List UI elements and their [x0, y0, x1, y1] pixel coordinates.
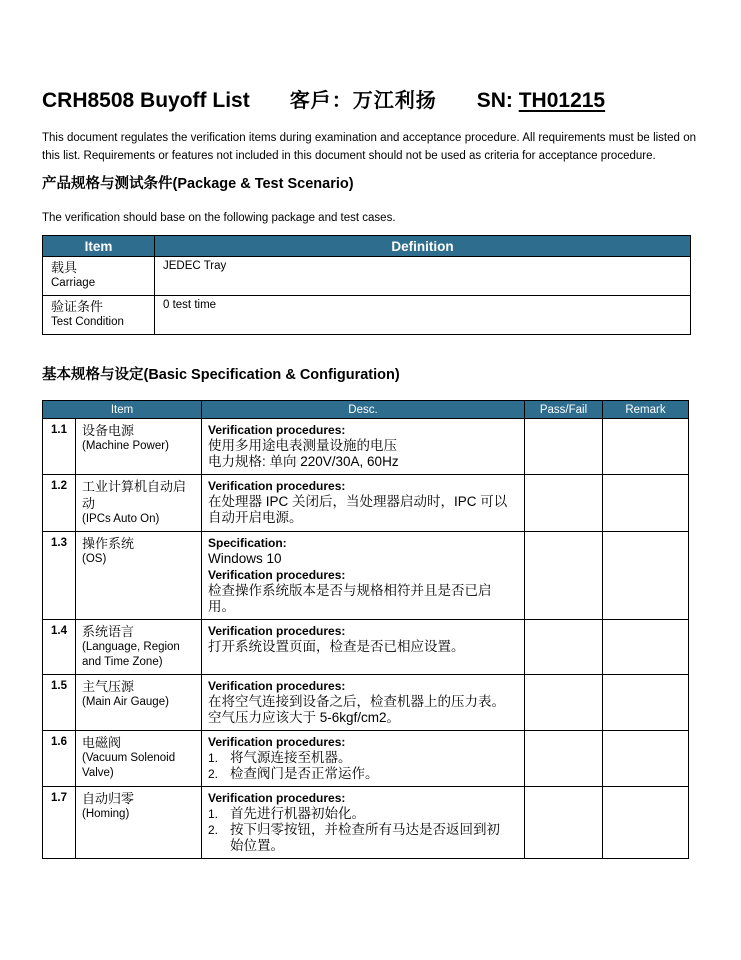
package-table-row [43, 296, 691, 335]
section1-note: The verification should base on the following package and test cases. [42, 212, 396, 224]
item-label-en: (Language, Region and Time Zone) [82, 641, 180, 668]
desc-text: 检查操作系统版本是否与规格相符并且是否已启用。 [208, 583, 492, 614]
desc-label: Verification procedures: [208, 679, 346, 693]
desc-cell [202, 532, 525, 620]
item-label-en: (Homing) [82, 808, 130, 820]
item-cell [76, 419, 202, 475]
desc-text: 电力规格: 单向 220V/30A, 60Hz [208, 454, 399, 469]
pass-fail-cell [525, 620, 603, 675]
pass-fail-cell [525, 787, 603, 859]
t2-header-item: Item [43, 401, 202, 419]
desc-text: Windows 10 [208, 551, 282, 566]
spec-table-row [43, 787, 689, 859]
title-serial-number [477, 89, 605, 113]
item-label-zh: 操作系统 [82, 536, 135, 551]
spec-table-row [43, 675, 689, 731]
desc-list-text: 检查阀门是否正常运作。 [230, 766, 379, 781]
item-cell [76, 475, 202, 532]
remark-cell [603, 731, 689, 787]
desc-list-text: 首先进行机器初始化。 [230, 806, 365, 821]
title-customer: 客戶：万江利扬 [289, 90, 437, 112]
desc-label: Verification procedures: [208, 479, 346, 493]
spec-table-row [43, 475, 689, 532]
package-test-table-header-row [43, 236, 691, 257]
desc-list-item [208, 822, 512, 854]
pass-fail-cell [525, 475, 603, 532]
row-number-cell: 1.4 [43, 620, 76, 675]
spec-table-row [43, 532, 689, 620]
desc-list-text: 按下归零按钮，并检查所有马达是否返回到初始位置。 [230, 822, 500, 853]
basic-spec-table [42, 400, 689, 859]
remark-cell [603, 475, 689, 532]
section1-heading: 产品规格与测试条件(Package & Test Scenario) [42, 176, 354, 192]
row-number-cell: 1.6 [43, 731, 76, 787]
item-cell [43, 257, 155, 296]
desc-label: Verification procedures: [208, 568, 346, 582]
t2-header-remark: Remark [603, 401, 689, 419]
row-number-cell: 1.2 [43, 475, 76, 532]
spec-table-header-row [43, 401, 689, 419]
remark-cell [603, 620, 689, 675]
desc-text: 打开系统设置页面，检查是否已相应设置。 [208, 639, 465, 654]
item-label-en: (OS) [82, 553, 107, 565]
package-table-row [43, 257, 691, 296]
t1-header-definition: Definition [155, 236, 691, 257]
item-label-zh: 电磁阀 [82, 735, 122, 750]
sn-value: TH01215 [518, 89, 606, 112]
desc-list-number: 2. [208, 823, 219, 837]
desc-label: Verification procedures: [208, 735, 346, 749]
spec-table-row [43, 731, 689, 787]
row-number-cell: 1.7 [43, 787, 76, 859]
desc-list-number: 1. [208, 807, 219, 821]
item-label-zh: 自动归零 [82, 791, 135, 806]
t2-header-passfail: Pass/Fail [525, 401, 603, 419]
pass-fail-cell [525, 419, 603, 475]
t2-header-desc: Desc. [202, 401, 525, 419]
title-product: CRH8508 Buyoff List [42, 89, 250, 112]
item-cell [76, 620, 202, 675]
desc-list-text: 将气源连接至机器。 [230, 750, 352, 765]
desc-list-item [208, 766, 512, 782]
desc-cell [202, 675, 525, 731]
document-title [42, 84, 696, 113]
desc-text: 在处理器 IPC 关闭后，当处理器启动时，IPC 可以自动开启电源。 [208, 494, 508, 525]
item-label-en: Carriage [51, 277, 96, 289]
pass-fail-cell [525, 532, 603, 620]
desc-label: Specification: [208, 536, 287, 550]
definition-cell: JEDEC Tray [155, 257, 691, 296]
spec-table-row [43, 620, 689, 675]
item-label-zh: 主气压源 [82, 679, 135, 694]
item-label-zh: 验证条件 [51, 299, 104, 314]
item-label-zh: 设备电源 [82, 423, 135, 438]
remark-cell [603, 787, 689, 859]
package-test-table [42, 235, 691, 335]
remark-cell [603, 675, 689, 731]
desc-list-item [208, 750, 512, 766]
item-label-zh: 工业计算机自动启动 [82, 479, 187, 511]
spec-table-row [43, 419, 689, 475]
item-cell [76, 787, 202, 859]
item-label-en: (IPCs Auto On) [82, 513, 160, 525]
pass-fail-cell [525, 675, 603, 731]
desc-cell [202, 419, 525, 475]
definition-cell: 0 test time [155, 296, 691, 335]
row-number-cell: 1.1 [43, 419, 76, 475]
item-label-en: (Machine Power) [82, 440, 169, 452]
item-label-zh: 载具 [51, 260, 78, 275]
desc-list-number: 2. [208, 767, 219, 781]
desc-cell [202, 731, 525, 787]
item-cell [76, 731, 202, 787]
desc-label: Verification procedures: [208, 624, 346, 638]
item-label-zh: 系统语言 [82, 624, 135, 639]
item-cell [43, 296, 155, 335]
desc-text: 空气压力应该大于 5-6kgf/cm2。 [208, 710, 401, 725]
section2-heading: 基本规格与设定(Basic Specification & Configuration) [42, 367, 400, 383]
desc-label: Verification procedures: [208, 423, 346, 437]
intro-paragraph: This document regulates the verification items during examination and acceptance procedure. All requirements must be listed on this list. Requirements or features not included in this document should not be used as criteria for acceptance procedure. [42, 132, 696, 162]
desc-label: Verification procedures: [208, 791, 346, 805]
desc-list-number: 1. [208, 751, 219, 765]
item-label-en: (Vacuum Solenoid Valve) [82, 752, 176, 779]
desc-text: 在将空气连接到设备之后，检查机器上的压力表。 [208, 694, 505, 709]
item-label-en: (Main Air Gauge) [82, 696, 169, 708]
t1-header-item: Item [43, 236, 155, 257]
desc-cell [202, 787, 525, 859]
row-number-cell: 1.5 [43, 675, 76, 731]
row-number-cell: 1.3 [43, 532, 76, 620]
item-cell [76, 675, 202, 731]
remark-cell [603, 419, 689, 475]
sn-label: SN: [476, 89, 513, 112]
desc-cell [202, 620, 525, 675]
desc-text: 使用多用途电表测量设施的电压 [208, 438, 397, 453]
item-label-en: Test Condition [51, 316, 124, 328]
pass-fail-cell [525, 731, 603, 787]
desc-list-item [208, 806, 512, 822]
remark-cell [603, 532, 689, 620]
desc-cell [202, 475, 525, 532]
item-cell [76, 532, 202, 620]
